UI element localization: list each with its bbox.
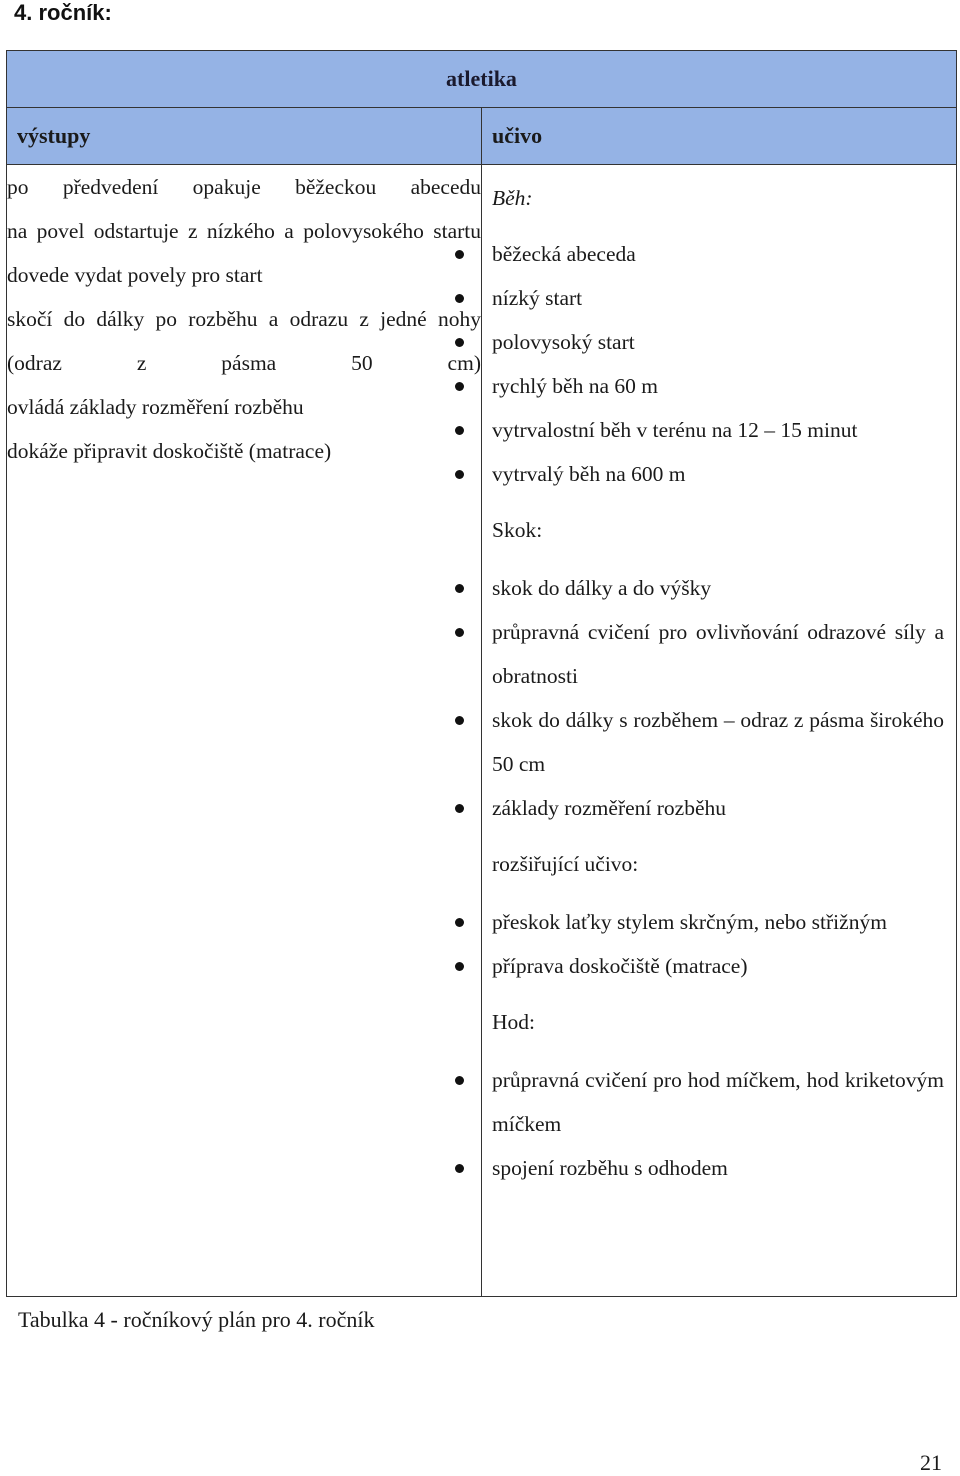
list-item: běžecká abeceda (492, 232, 944, 276)
list-item: polovysoký start (492, 320, 944, 364)
grade-plan-table (6, 50, 957, 1297)
section-label-extended: rozšiřující učivo: (492, 852, 639, 876)
extended-list (492, 900, 944, 988)
list-item: průpravná cvičení pro ovlivňování odrazové síly a obratnosti (492, 610, 944, 698)
section-label-jump: Skok: (492, 518, 543, 542)
column-header-outcomes: výstupy (7, 108, 482, 165)
list-item: na povel odstartuje z nízkého a polovysokého startu (7, 209, 481, 253)
list-item: vytrvalý běh na 600 m (492, 452, 944, 496)
table-body-row (7, 165, 957, 1297)
list-item: průpravná cvičení pro hod míčkem, hod kriketovým míčkem (492, 1058, 944, 1146)
section-label-throw: Hod: (492, 1010, 535, 1034)
section-heading: 4. ročník: (14, 0, 112, 25)
list-item: přeskok laťky stylem skrčným, nebo střižným (492, 900, 944, 944)
list-item: ovládá základy rozměření rozběhu (7, 385, 481, 429)
outcomes-cell (7, 165, 482, 1297)
table-title: atletika (7, 51, 957, 108)
list-item: skočí do dálky po rozběhu a odrazu z jedné nohy (odraz z pásma 50 cm) (7, 297, 481, 385)
list-item: nízký start (492, 276, 944, 320)
list-item: po předvedení opakuje běžeckou abecedu (7, 165, 481, 209)
list-item: dokáže připravit doskočiště (matrace) (7, 429, 481, 473)
list-item: příprava doskočiště (matrace) (492, 944, 944, 988)
list-item: základy rozměření rozběhu (492, 786, 944, 830)
table-title-row (7, 51, 957, 108)
curriculum-cell (482, 165, 957, 1297)
list-item: skok do dálky a do výšky (492, 566, 944, 610)
page-number: 21 (920, 1450, 942, 1475)
throw-list (492, 1058, 944, 1190)
run-list (492, 232, 944, 496)
table-caption: Tabulka 4 - ročníkový plán pro 4. ročník (18, 1307, 375, 1332)
list-item: rychlý běh na 60 m (492, 364, 944, 408)
list-item: spojení rozběhu s odhodem (492, 1146, 944, 1190)
jump-list (492, 566, 944, 830)
table-header-row (7, 108, 957, 165)
section-label-run: Běh: (492, 186, 533, 210)
list-item: dovede vydat povely pro start (7, 253, 481, 297)
list-item: vytrvalostní běh v terénu na 12 – 15 minut (492, 408, 944, 452)
column-header-curriculum: učivo (482, 108, 957, 165)
list-item: skok do dálky s rozběhem – odraz z pásma širokého 50 cm (492, 698, 944, 786)
outcomes-list (7, 165, 481, 473)
